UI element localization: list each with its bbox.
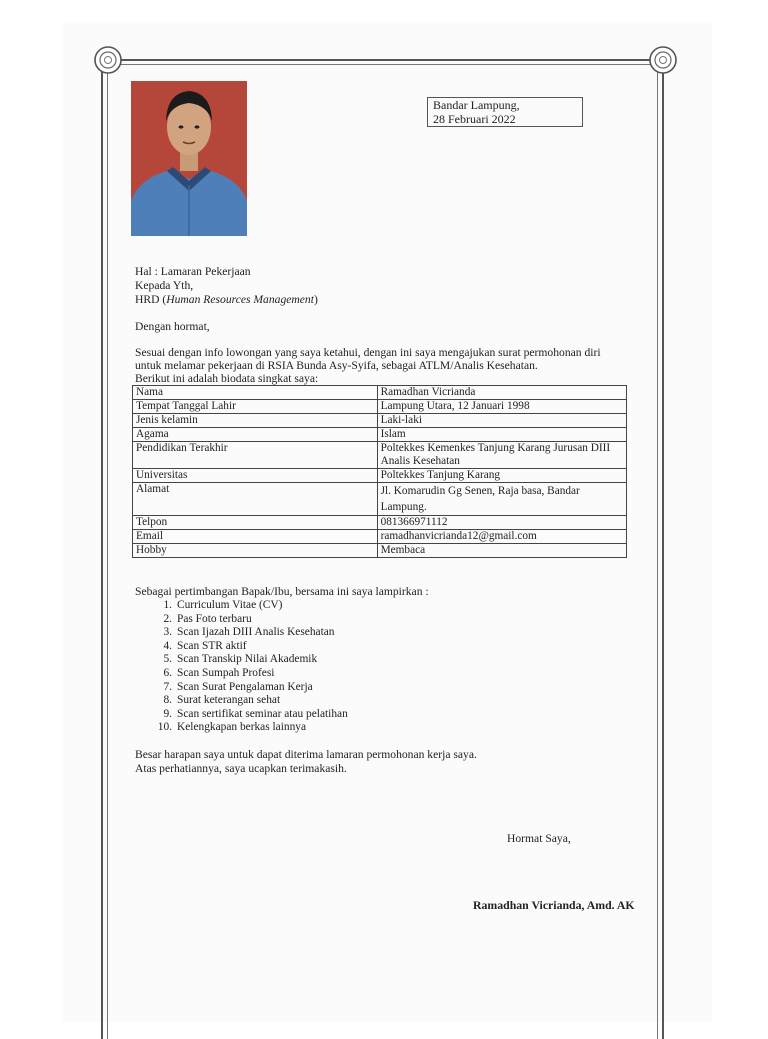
biodata-label: Email <box>133 530 378 544</box>
list-item <box>150 667 348 681</box>
biodata-value: Lampung Utara, 12 Januari 1998 <box>377 400 626 414</box>
list-number: 9. <box>163 707 172 720</box>
hrd-suffix: ) <box>313 293 318 306</box>
biodata-value: Ramadhan Vicrianda <box>377 386 626 400</box>
table-row <box>133 516 627 530</box>
hrd-italic: Human Resources Management <box>166 293 314 306</box>
table-row <box>133 483 627 516</box>
table-row <box>133 469 627 483</box>
date-place: Bandar Lampung, <box>433 98 520 112</box>
list-number: 10. <box>157 721 172 734</box>
list-item <box>150 640 348 654</box>
intro-paragraph-line2: untuk melamar pekerjaan di RSIA Bunda Asy-Syifa, sebagai ATLM/Analis Kesehatan. <box>135 359 538 372</box>
regards: Hormat Saya, <box>507 832 571 845</box>
list-number: 5. <box>163 653 172 666</box>
list-text: Scan sertifikat seminar atau pelatihan <box>177 707 348 720</box>
hrd-prefix: HRD ( <box>135 293 167 306</box>
attachments-intro: Sebagai pertimbangan Bapak/Ibu, bersama ini saya lampirkan : <box>135 585 429 598</box>
hrd-line <box>135 293 318 307</box>
table-row <box>133 400 627 414</box>
list-text: Scan STR aktif <box>177 639 247 652</box>
list-text: Scan Transkip Nilai Akademik <box>177 653 318 666</box>
biodata-label: Telpon <box>133 516 378 530</box>
list-number: 2. <box>163 612 172 625</box>
list-number: 1. <box>163 599 172 611</box>
biodata-label: Jenis kelamin <box>133 414 378 428</box>
closing-line1: Besar harapan saya untuk dapat diterima lamaran permohonan kerja saya. <box>135 748 477 761</box>
biodata-label: Pendidikan Terakhir <box>133 442 378 469</box>
greeting: Dengan hormat, <box>135 320 210 333</box>
corner-ornament-icon <box>93 45 123 75</box>
applicant-photo <box>131 81 247 236</box>
list-text: Scan Sumpah Profesi <box>177 666 275 679</box>
biodata-value: Laki-laki <box>377 414 626 428</box>
biodata-label: Tempat Tanggal Lahir <box>133 400 378 414</box>
list-item <box>150 599 348 613</box>
date-box <box>427 97 583 127</box>
list-item <box>150 694 348 708</box>
table-row <box>133 442 627 469</box>
list-item <box>150 626 348 640</box>
biodata-value: 081366971112 <box>377 516 626 530</box>
biodata-label: Agama <box>133 428 378 442</box>
table-row <box>133 530 627 544</box>
list-number: 6. <box>163 666 172 679</box>
list-text: Surat keterangan sehat <box>177 694 281 707</box>
list-number: 7. <box>163 680 172 693</box>
biodata-value: Poltekkes Tanjung Karang <box>377 469 626 483</box>
subject-line: Hal : Lamaran Pekerjaan <box>135 265 251 278</box>
table-row <box>133 414 627 428</box>
list-item <box>150 681 348 695</box>
biodata-label: Hobby <box>133 544 378 558</box>
table-row <box>133 386 627 400</box>
attachments-list <box>150 599 348 735</box>
list-item <box>150 721 348 735</box>
corner-ornament-icon <box>648 45 678 75</box>
list-number: 8. <box>163 694 172 707</box>
biodata-value: Jl. Komarudin Gg Senen, Raja basa, Bandar Lampung. <box>377 483 626 516</box>
biodata-value: Membaca <box>377 544 626 558</box>
biodata-value: ramadhanvicrianda12@gmail.com <box>377 530 626 544</box>
date-value: 28 Februari 2022 <box>433 111 516 126</box>
biodata-value: Islam <box>377 428 626 442</box>
list-item <box>150 613 348 627</box>
list-number: 3. <box>163 626 172 639</box>
biodata-value: Poltekkes Kemenkes Tanjung Karang Jurusan DIII Analis Kesehatan <box>377 442 626 469</box>
biodata-label: Nama <box>133 386 378 400</box>
signature-name: Ramadhan Vicrianda, Amd. AK <box>473 898 635 912</box>
list-text: Scan Ijazah DIII Analis Kesehatan <box>177 626 335 639</box>
list-item <box>150 653 348 667</box>
list-item <box>150 708 348 722</box>
recipient-line: Kepada Yth, <box>135 279 194 292</box>
list-text: Curriculum Vitae (CV) <box>177 599 283 611</box>
list-text: Kelengkapan berkas lainnya <box>177 721 307 734</box>
table-row <box>133 428 627 442</box>
intro-paragraph-line1: Sesuai dengan info lowongan yang saya ketahui, dengan ini saya mengajukan surat permohonan diri <box>135 346 601 359</box>
biodata-label: Alamat <box>133 483 378 516</box>
biodata-table <box>132 385 627 558</box>
table-row <box>133 544 627 558</box>
list-number: 4. <box>163 639 172 652</box>
intro-paragraph-line3: Berikut ini adalah biodata singkat saya: <box>135 372 319 385</box>
closing-line2: Atas perhatiannya, saya ucapkan terimakasih. <box>135 762 347 775</box>
biodata-label: Universitas <box>133 469 378 483</box>
list-text: Scan Surat Pengalaman Kerja <box>177 680 313 693</box>
list-text: Pas Foto terbaru <box>177 612 252 625</box>
